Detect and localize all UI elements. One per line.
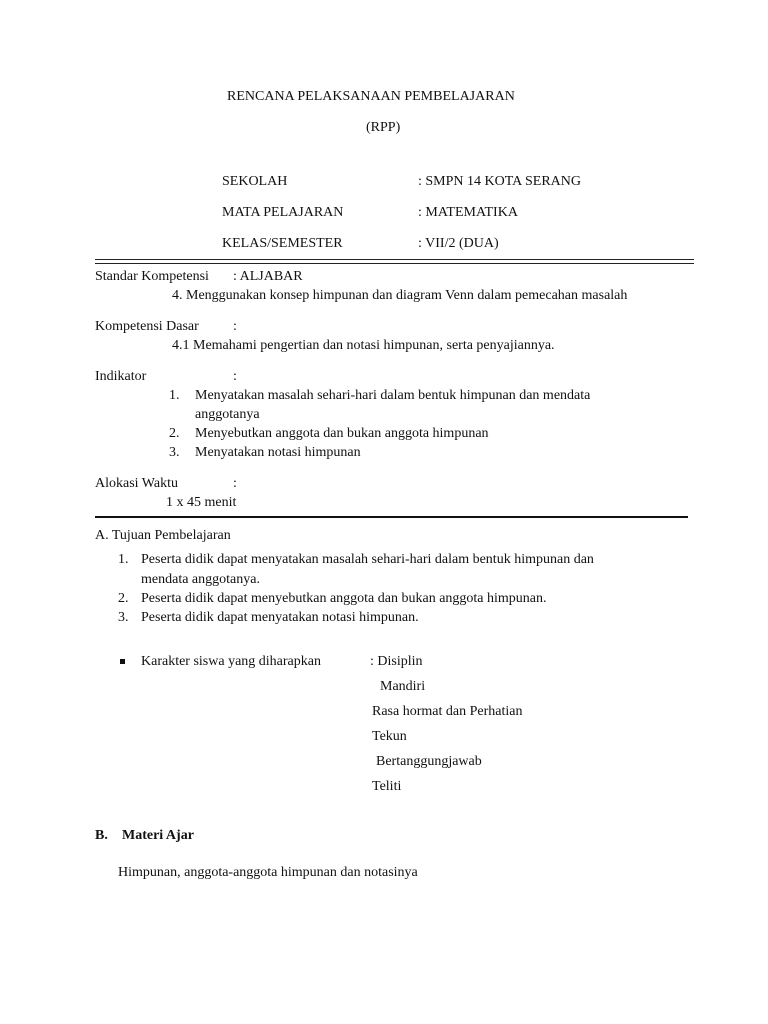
indikator-text-2: Menyebutkan anggota dan bukan anggota himpunan — [195, 426, 489, 441]
tujuan-text-1: Peserta didik dapat menyatakan masalah sehari-hari dalam bentuk himpunan dan — [141, 552, 594, 567]
tujuan-text-3: Peserta didik dapat menyatakan notasi himpunan. — [141, 610, 419, 625]
info-label-kelas: KELAS/SEMESTER — [222, 236, 343, 251]
document-subtitle: (RPP) — [366, 120, 401, 135]
indikator-num-2: 2. — [169, 426, 180, 441]
section-b-title: Materi Ajar — [122, 828, 194, 843]
standar-item: 4. Menggunakan konsep himpunan dan diagram Venn dalam pemecahan masalah — [172, 288, 628, 303]
tujuan-text-2: Peserta didik dapat menyebutkan anggota dan bukan anggota himpunan. — [141, 591, 547, 606]
karakter-value-5: Bertanggungjawab — [376, 754, 482, 769]
tujuan-num-3: 3. — [118, 610, 129, 625]
indikator-text-1: Menyatakan masalah sehari-hari dalam bentuk himpunan dan mendata — [195, 388, 591, 403]
karakter-label: Karakter siswa yang diharapkan — [141, 654, 321, 669]
alokasi-label: Alokasi Waktu — [95, 476, 178, 491]
section-b-letter: B. — [95, 828, 108, 843]
tujuan-num-1: 1. — [118, 552, 129, 567]
indikator-text-3: Menyatakan notasi himpunan — [195, 445, 361, 460]
tujuan-num-2: 2. — [118, 591, 129, 606]
section-b-text: Himpunan, anggota-anggota himpunan dan notasinya — [118, 865, 418, 880]
section-a-heading: A. Tujuan Pembelajaran — [95, 528, 231, 543]
kompetensi-label: Kompetensi Dasar — [95, 319, 199, 334]
info-value-kelas: : VII/2 (DUA) — [418, 236, 499, 251]
info-value-mapel: : MATEMATIKA — [418, 205, 518, 220]
info-label-sekolah: SEKOLAH — [222, 174, 288, 189]
karakter-value-4: Tekun — [372, 729, 407, 744]
standar-value: : ALJABAR — [233, 269, 303, 284]
indikator-num-1: 1. — [169, 388, 180, 403]
indikator-colon: : — [233, 369, 237, 384]
karakter-value-1: : Disiplin — [370, 654, 423, 669]
info-label-mapel: MATA PELAJARAN — [222, 205, 344, 220]
section-divider — [95, 516, 688, 518]
karakter-value-2: Mandiri — [380, 679, 426, 694]
indikator-label: Indikator — [95, 369, 147, 384]
kompetensi-item: 4.1 Memahami pengertian dan notasi himpunan, serta penyajiannya. — [172, 338, 555, 353]
alokasi-colon: : — [233, 476, 237, 491]
standar-label: Standar Kompetensi — [95, 269, 209, 284]
indikator-num-3: 3. — [169, 445, 180, 460]
karakter-value-3: Rasa hormat dan Perhatian — [372, 704, 523, 719]
kompetensi-colon: : — [233, 319, 237, 334]
header-divider — [95, 259, 694, 264]
info-value-sekolah: : SMPN 14 KOTA SERANG — [418, 174, 582, 189]
tujuan-text-1-cont: mendata anggotanya. — [141, 572, 260, 587]
document-title: RENCANA PELAKSANAAN PEMBELAJARAN — [227, 89, 515, 104]
alokasi-value: 1 x 45 menit — [166, 495, 237, 510]
indikator-text-1-cont: anggotanya — [195, 407, 260, 422]
karakter-value-6: Teliti — [372, 779, 402, 794]
bullet-square-icon — [120, 659, 125, 664]
